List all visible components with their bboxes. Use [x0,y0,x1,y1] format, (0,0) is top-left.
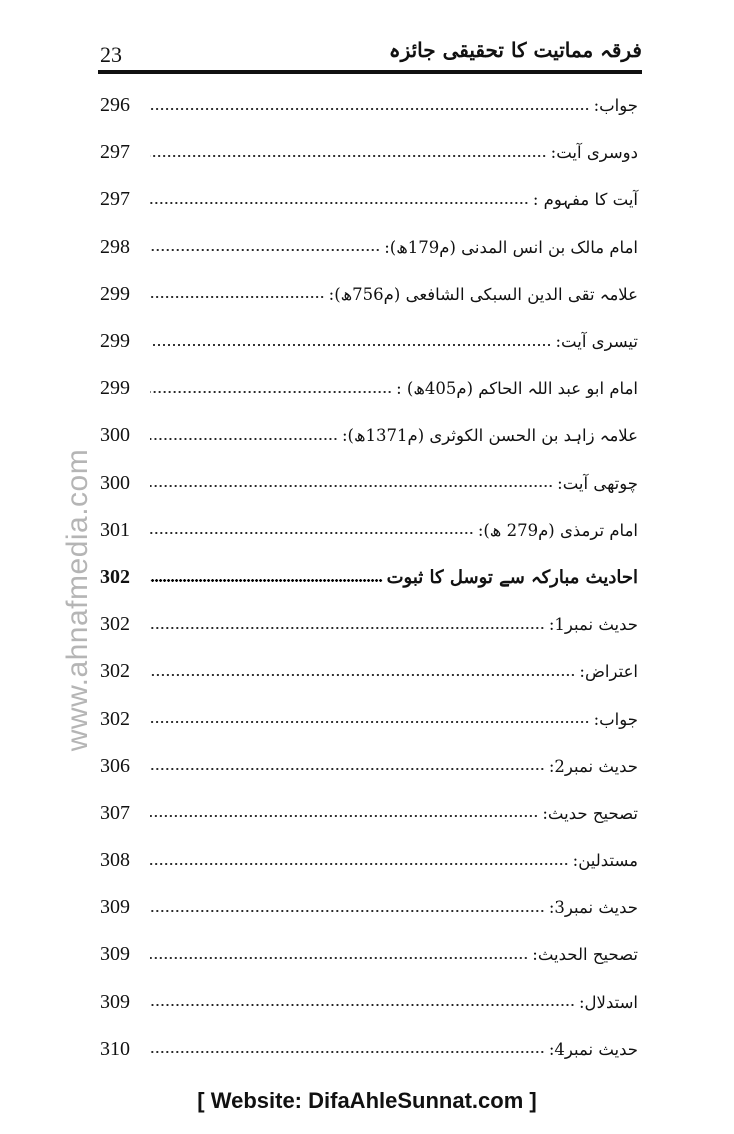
toc-entry[interactable] [100,129,638,176]
toc-entry[interactable] [100,837,638,884]
toc-leader-dots [150,957,528,959]
toc-page-number: 302 [100,660,130,683]
toc-entry-label: جواب: [593,96,638,116]
toc-leader-dots [150,202,529,204]
toc-entry-label: مستدلین: [572,851,638,871]
toc-page-number: 300 [100,424,130,447]
toc-entry[interactable] [100,82,638,129]
toc-leader-dots [150,155,547,157]
toc-leader-dots [150,579,383,582]
toc-page-number: 309 [100,943,130,966]
toc-entry-label: جواب: [593,709,638,729]
footer-website: [ Website: DifaAhleSunnat.com ] [197,1088,537,1113]
toc-entry[interactable] [100,318,638,365]
toc-entry-label: حدیث نمبر3: [548,898,638,918]
header-rule [98,70,642,74]
toc-leader-dots [150,438,338,440]
table-of-contents [100,82,638,1073]
toc-leader-dots [150,910,545,912]
toc-leader-dots [150,674,575,676]
page-header [98,36,642,72]
toc-leader-dots [150,532,474,534]
toc-page-number: 297 [100,188,130,211]
toc-entry-label: تیسری آیت: [555,332,638,352]
toc-page-number: 299 [100,377,130,400]
toc-entry-label: حدیث نمبر2: [548,756,638,776]
toc-entry-label: علامہ زاہد بن الحسن الکوثری (م1371ھ): [341,426,638,446]
toc-entry[interactable] [100,176,638,223]
toc-entry[interactable] [100,460,638,507]
toc-entry-label: امام ترمذی (م279 ھ): [477,520,638,540]
toc-entry[interactable] [100,507,638,554]
toc-leader-dots [150,1051,545,1053]
page-number: 23 [100,42,122,67]
toc-entry[interactable] [100,979,638,1026]
toc-leader-dots [150,815,538,817]
running-title: فرقہ مماتیت کا تحقیقی جائزہ [388,38,642,62]
toc-entry-label: تصحیح حدیث: [542,803,638,823]
toc-page-number: 299 [100,282,130,305]
toc-entry[interactable] [100,884,638,931]
toc-page-number: 310 [100,1037,130,1060]
toc-entry[interactable] [100,695,638,742]
toc-entry-label: امام ابو عبد اللہ الحاکم (م405ھ) : [396,379,638,399]
toc-entry-label: تصحیح الحدیث: [532,945,638,965]
toc-entry[interactable] [100,648,638,695]
toc-page-number: 300 [100,471,130,494]
toc-page-number: 309 [100,990,130,1013]
toc-entry-label: استدلال: [578,992,638,1012]
toc-entry-label: حدیث نمبر1: [548,615,638,635]
toc-page-number: 299 [100,330,130,353]
toc-section-heading[interactable] [100,554,638,601]
toc-page-number: 307 [100,801,130,824]
toc-page-number: 302 [100,565,130,588]
toc-entry-label: حدیث نمبر4: [548,1039,638,1059]
toc-page-number: 301 [100,518,130,541]
toc-entry[interactable] [100,412,638,459]
toc-leader-dots [150,768,545,770]
toc-leader-dots [150,1004,575,1006]
toc-entry[interactable] [100,365,638,412]
toc-leader-dots [150,721,590,723]
toc-entry[interactable] [100,271,638,318]
toc-leader-dots [150,108,590,110]
toc-entry[interactable] [100,224,638,271]
toc-page-number: 309 [100,896,130,919]
toc-page-number: 296 [100,94,130,117]
toc-page-number: 308 [100,849,130,872]
toc-entry[interactable] [100,931,638,978]
toc-entry[interactable] [100,790,638,837]
toc-leader-dots [150,863,569,865]
toc-leader-dots [150,296,325,298]
toc-leader-dots [150,344,552,346]
toc-entry-label: علامہ تقی الدین السبکی الشافعی (م756ھ): [328,284,638,304]
toc-entry[interactable] [100,1026,638,1073]
toc-entry-label: دوسری آیت: [550,143,638,163]
toc-leader-dots [150,627,545,629]
toc-page-number: 302 [100,707,130,730]
toc-entry-label: اعتراض: [579,662,638,682]
toc-entry-label: آیت کا مفہوم : [532,190,638,210]
toc-entry[interactable] [100,743,638,790]
toc-page-number: 306 [100,754,130,777]
watermark: www.ahnafmedia.com [61,448,94,752]
toc-entry[interactable] [100,601,638,648]
toc-page-number: 297 [100,141,130,164]
toc-leader-dots [150,391,392,393]
toc-page-number: 302 [100,613,130,636]
toc-leader-dots [150,249,380,251]
toc-entry-label: چوتھی آیت: [557,473,638,493]
toc-leader-dots [150,485,553,487]
toc-entry-label: احادیث مبارکہ سے توسل کا ثبوت [386,566,638,588]
toc-page-number: 298 [100,235,130,258]
toc-entry-label: امام مالک بن انس المدنی (م179ھ): [384,237,638,257]
